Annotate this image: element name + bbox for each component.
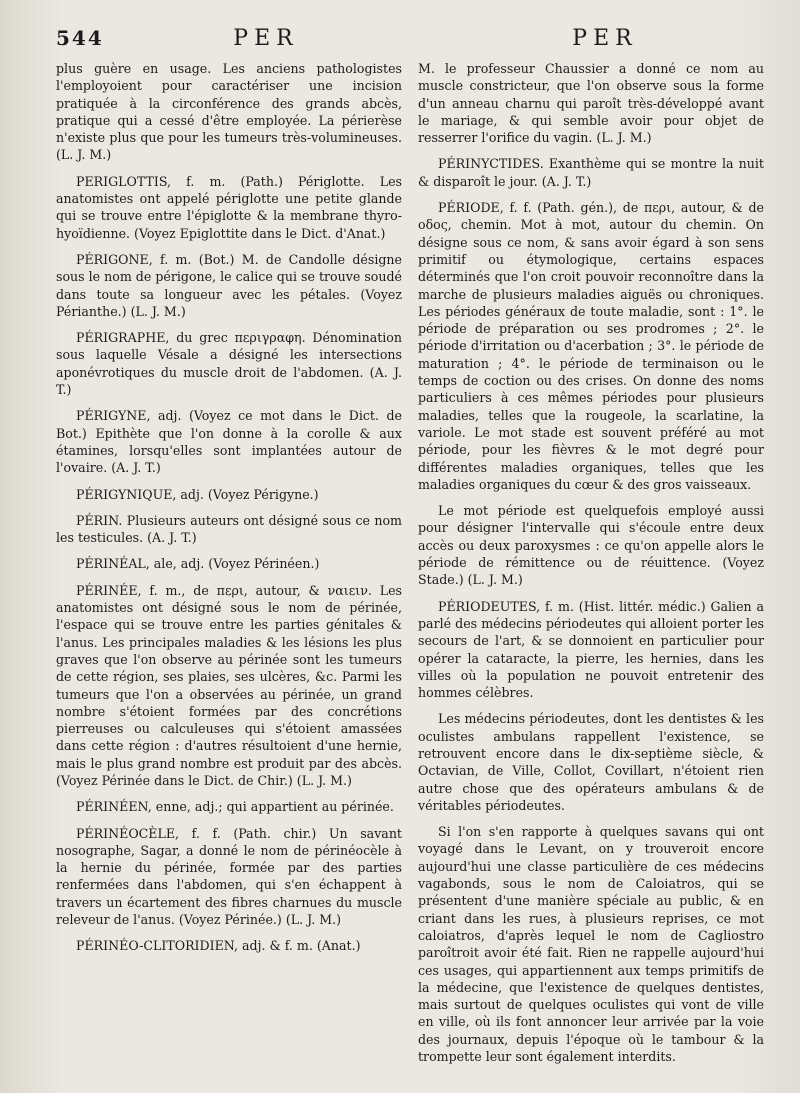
entry-perinee: PÉRINÉE, f. m., de περι, autour, & ναιειν. Les anatomistes ont désigné sous le nom de périnée, l'espace qui se trouve entre les parties génitales & l'anus. Les principales maladies & les lésions les plus graves que l'on observe au périnée sont les tumeurs de cette région, ses plaies, ses ulcères, &c. Parmi les tumeurs que l'on a observées au périnée, un grand nombre s'étoient formées par des concrétions pierreuses ou calculeuses qui s'étoient amassées dans cette région : d'autres résultoient d'une hernie, mais le plus grand nombre est produit par des abcès. (Voyez Périnée dans le Dict. de Chir.) (L. J. M.) <box>56 582 402 788</box>
entry-periodeutes-paragraph-3: Si l'on s'en rapporte à quelques savans qui ont voyagé dans le Levant, on y trouveroit encore aujourd'hui une classe particulière de ces médecins vagabonds, sous le nom de Caloiatros, qui se présentent d'une manière spéciale au public, & en criant dans les rues, à plusieurs reprises, ce mot caloiatros, d'après lequel le nom de Cagliostro paroîtroit avoir été fait. Rien ne rappelle aujourd'hui ces usages, qui appartiennent aux temps primitifs de la médecine, que l'existence de quelques dentistes, mais surtout de quelques oculistes qui vont de ville en ville, où ils font annoncer leur arrivée par la voie des journaux, depuis l'époque où le tambour & la trompette leur sont également interdits. <box>418 824 764 1065</box>
entry-perineo-clitoridien-continued: M. le professeur Chaussier a donné ce nom au muscle constricteur, que l'on observe sous la forme d'un anneau charnu qui paroît très-développé avant le mariage, & qui semble avoir pour objet de resserrer l'orifice du vagin. (L. J. M.) <box>418 61 764 146</box>
entry-perineen: PÉRINÉEN, enne, adj.; qui appartient au périnée. <box>76 799 394 815</box>
entry-perigynique: PÉRIGYNIQUE, adj. (Voyez Périgyne.) <box>76 486 319 502</box>
entry-perinyctides: PÉRINYCTIDES. Exanthème qui se montre la nuit & disparoît le jour. (A. J. T.) <box>418 156 764 189</box>
entry-periode-paragraph-2: Le mot période est quelquefois employé aussi pour désigner l'intervalle qui s'écoule entre deux accès ou deux paroxysmes : ce qu'on appelle alors le période de rémittence ou de réuittence. (Voyez Stade.) (L. J. M.) <box>418 503 764 588</box>
entry-periode: PÉRIODE, f. f. (Path. gén.), de περι, autour, & de οδος, chemin. Mot à mot, autour du chemin. On désigne sous ce nom, & sans avoir égard à son sens primitif ou étymologique, certains espaces déterminés que l'on croit pouvoir reconnoître dans la marche de plusieurs maladies aiguës ou chroniques. Les périodes généraux de toute maladie, sont : 1°. le période de préparation ou ses prodromes ; 2°. le période d'irritation ou d'acerbation ; 3°. le période de maturation ; 4°. le période de terminaison ou le temps de coction ou des crises. On donne des noms particuliers à ces mêmes périodes pour plusieurs maladies, telles que la rougeole, la scarlatine, la variole. Le mot stade est souvent préféré au mot période, pour les fièvres & le mot degré pour différentes maladies organiques, telles que les maladies organiques du cœur & des gros vaisseaux. <box>418 200 764 492</box>
entry-perineo-clitoridien: PÉRINÉO-CLITORIDIEN, adj. & f. m. (Anat.) <box>76 938 361 954</box>
page-number: 544 <box>56 26 104 50</box>
entry-perigraphe: PÉRIGRAPHE, du grec περιγραφη. Dénomination sous laquelle Vésale a désigné les intersections aponévrotiques du muscle droit de l'abdomen. (A. J. T.) <box>56 330 402 398</box>
entry-perin: PÉRIN. Plusieurs auteurs ont désigné sous ce nom les testicules. (A. J. T.) <box>56 512 402 546</box>
entry-perigone: PÉRIGONE, f. m. (Bot.) M. de Candolle désigne sous le nom de périgone, le calice qui se trouve soudé dans toute sa longueur avec les pétales. (Voyez Périanthe.) (L. J. M.) <box>56 251 402 319</box>
entry-perigyne: PÉRIGYNE, adj. (Voyez ce mot dans le Dict. de Bot.) Epithète que l'on donne à la corolle & aux étamines, lorsqu'elles sont implantées autour de l'ovaire. (A. J. T.) <box>56 408 402 476</box>
text-columns <box>56 60 784 1074</box>
left-column <box>56 60 402 1074</box>
running-title-left: PER <box>233 26 299 51</box>
right-column <box>418 60 764 1074</box>
entry-perineal: PÉRINÉAL, ale, adj. (Voyez Périnéen.) <box>76 556 320 572</box>
entry-periglottis: PERIGLOTTIS, f. m. (Path.) Périglotte. Les anatomistes ont appelé périglotte une petite glande qui se trouve entre l'épiglotte & la membrane thyro-hyoïdienne. (Voyez Epiglottite dans le Dict. d'Anat.) <box>56 173 402 241</box>
entry-perierese-continued: plus guère en usage. Les anciens pathologistes l'employoient pour caractériser une incision pratiquée à la circonférence des grands abcès, pratique qui a cessé d'être employée. La périerèse n'existe plus que pour les tumeurs très-volumineuses. (L. J. M.) <box>56 61 402 163</box>
entry-periodeutes-paragraph-2: Les médecins périodeutes, dont les dentistes & les oculistes ambulans rappellent l'existence, se retrouvent encore dans le dix-septième siècle, & Octavian, de Ville, Collot, Covillart, n'étoient rien autre chose que des opérateurs ambulans & de véritables périodeutes. <box>418 711 764 813</box>
entry-periodeutes: PÉRIODEUTES, f. m. (Hist. littér. médic.) Galien a parlé des médecins périodeutes qui alloient porter les secours de l'art, & se donnoient en particulier pour opérer la cataracte, la pierre, les hernies, dans les villes où la population ne pouvoit entretenir des hommes célèbres. <box>418 598 764 701</box>
entry-perineocele: PÉRINÉOCÈLE, f. f. (Path. chir.) Un savant nosographe, Sagar, a donné le nom de périnéocèle à la hernie du périnée, formée par des parties renfermées dans l'abdomen, qui s'en échappent à travers un écartement des fibres charnues du muscle releveur de l'anus. (Voyez Périnée.) (L. J. M.) <box>56 825 402 928</box>
running-head <box>56 26 784 60</box>
running-title-right: PER <box>572 26 638 51</box>
